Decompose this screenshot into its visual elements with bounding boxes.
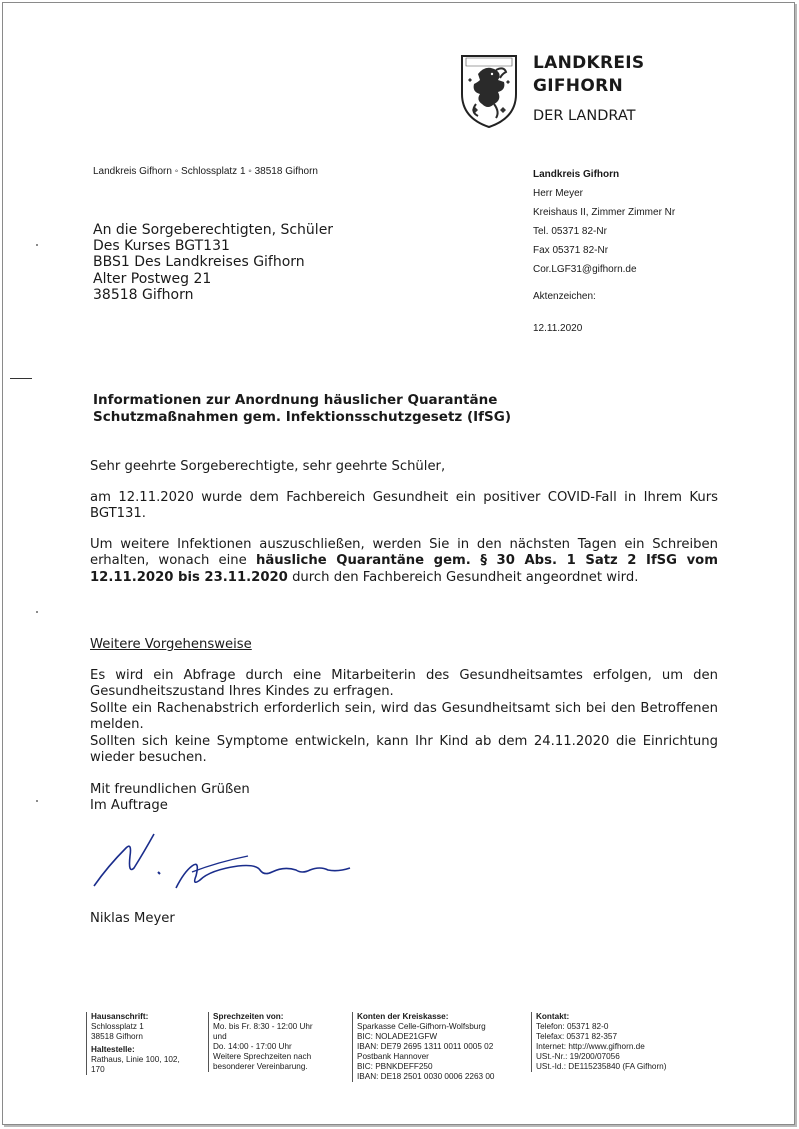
p2-text: Um weitere Infektionen auszuschließen, werden Sie in den nächsten Tagen ein Schreiben erhalten, wonach eine (90, 537, 718, 569)
footer-contact (531, 1012, 711, 1072)
footer-address-heading: Hausanschrift: (91, 1012, 149, 1021)
contact-block (533, 165, 675, 279)
salutation: Sehr geehrte Sorgeberechtigte, sehr geehrte Schüler, (90, 459, 446, 474)
recipient-line: Des Kurses BGT131 (93, 238, 230, 255)
footer-contact-line: USt.-Id.: DE115235840 (FA Gifhorn) (536, 1062, 667, 1071)
p3-line2: Sollte ein Rachenabstrich erforderlich sein, wird das Gesundheitsamt sich bei den Betroffenen melden. (90, 700, 718, 733)
footer-bank-line: IBAN: DE79 2695 1311 0011 0005 02 (357, 1042, 494, 1051)
contact-person: Herr Meyer (533, 188, 584, 199)
margin-dot (36, 611, 38, 613)
margin-dot (36, 800, 38, 802)
footer-bank-heading: Konten der Kreiskasse: (357, 1012, 449, 1021)
signer-name: Niklas Meyer (90, 911, 175, 926)
footer-bank-line: Postbank Hannover (357, 1052, 429, 1061)
contact-fax: Fax 05371 82-Nr (533, 245, 609, 256)
coat-of-arms-logo (456, 52, 522, 130)
closing-line2: Im Auftrage (90, 798, 168, 814)
footer-stop-line: 170 (91, 1065, 105, 1074)
recipient-line: An die Sorgeberechtigten, Schüler (93, 222, 334, 238)
return-address: Landkreis Gifhorn ◦ Schlossplatz 1 ◦ 38518 Gifhorn (93, 166, 318, 177)
recipient-address (93, 222, 333, 303)
section-heading: Weitere Vorgehensweise (90, 637, 252, 652)
recipient-line: 38518 Gifhorn (93, 286, 194, 303)
footer-address-line: 38518 Gifhorn (91, 1032, 143, 1041)
footer-bank-line: IBAN: DE18 2501 0030 0006 2263 00 (357, 1072, 495, 1081)
p3-line1: Es wird ein Abfrage durch eine Mitarbeiterin des Gesundheitsamtes erfolgen, um den Gesundheitszustand Ihres Kindes zu erfragen. (90, 668, 718, 700)
contact-tel: Tel. 05371 82-Nr (533, 226, 607, 237)
subject-line2: Schutzmaßnahmen gem. Infektionsschutzgesetz (IfSG) (93, 409, 511, 425)
closing (90, 782, 718, 815)
footer-contact-line: Telefax: 05371 82-357 (536, 1032, 618, 1041)
footer-contact-line: USt.-Nr.: 19/200/07056 (536, 1052, 620, 1061)
footer-stop-line: Rathaus, Linie 100, 102, (91, 1055, 180, 1064)
footer-stop-heading: Haltestelle: (91, 1045, 135, 1054)
org-subtitle: DER LANDRAT (533, 108, 636, 124)
contact-org: Landkreis Gifhorn (533, 169, 620, 180)
paragraph-1: am 12.11.2020 wurde dem Fachbereich Gesundheit ein positiver COVID-Fall in Ihrem Kurs BGT131. (90, 490, 718, 522)
handwritten-signature (88, 826, 368, 904)
footer-website-link[interactable]: Internet: http://www.gifhorn.de (536, 1042, 645, 1051)
org-name-line2: GIFHORN (533, 76, 623, 96)
contact-room: Kreishaus II, Zimmer Zimmer Nr (533, 207, 676, 218)
closing-line1: Mit freundlichen Grüßen (90, 782, 250, 797)
footer-hours (208, 1012, 348, 1072)
footer-hours-line: besonderer Vereinbarung. (213, 1062, 308, 1071)
fold-mark (10, 378, 32, 379)
p3-line3: Sollten sich keine Symptome entwickeln, kann Ihr Kind ab dem 24.11.2020 die Einrichtung wieder besuchen. (90, 733, 718, 766)
recipient-line: Alter Postweg 21 (93, 270, 212, 287)
margin-dot (36, 244, 38, 246)
footer-hours-line: und (213, 1032, 227, 1041)
subject-line1: Informationen zur Anordnung häuslicher Quarantäne (93, 392, 498, 408)
footer-bank-line: Sparkasse Celle-Gifhorn-Wolfsburg (357, 1022, 486, 1031)
footer-bank (352, 1012, 527, 1082)
footer-hours-line: Weitere Sprechzeiten nach (213, 1052, 312, 1061)
footer-bank-line: BIC: PBNKDEFF250 (357, 1062, 433, 1071)
letter-date: 12.11.2020 (533, 323, 583, 334)
footer-address (86, 1012, 203, 1075)
footer-hours-line: Do. 14:00 - 17:00 Uhr (213, 1042, 292, 1051)
reference-label: Aktenzeichen: (533, 291, 596, 302)
recipient-line: BBS1 Des Landkreises Gifhorn (93, 254, 305, 271)
contact-email[interactable]: Cor.LGF31@gifhorn.de (533, 264, 637, 275)
paragraph-3 (90, 668, 718, 766)
org-name-line1: LANDKREIS (533, 53, 645, 73)
p2-quarantine-bold: häusliche Quarantäne gem. § 30 Abs. 1 Satz 2 IfSG vom 12.11.2020 bis 23.11.2020 (90, 553, 718, 585)
footer-contact-heading: Kontakt: (536, 1012, 570, 1021)
footer-address-line: Schlossplatz 1 (91, 1022, 144, 1031)
subject (93, 392, 511, 426)
paragraph-2 (90, 537, 718, 586)
footer-contact-line: Telefon: 05371 82-0 (536, 1022, 609, 1031)
footer-bank-line: BIC: NOLADE21GFW (357, 1032, 438, 1041)
p2-text-end: durch den Fachbereich Gesundheit angeordnet wird. (292, 569, 639, 585)
footer-hours-heading: Sprechzeiten von: (213, 1012, 284, 1021)
footer-hours-line: Mo. bis Fr. 8:30 - 12:00 Uhr (213, 1022, 313, 1031)
